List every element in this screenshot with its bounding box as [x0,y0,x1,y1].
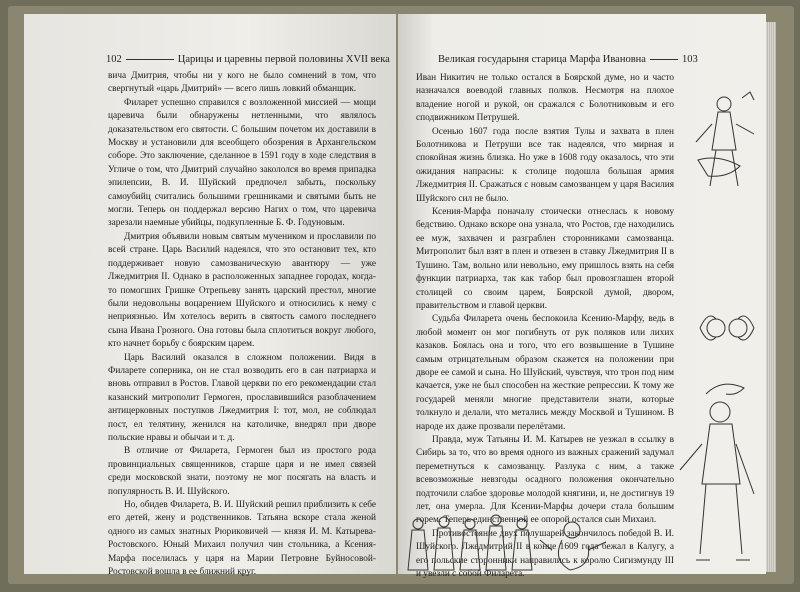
paragraph: Правда, муж Татьяны И. М. Катырев не уезжал в ссылку в Сибирь за то, что во время одного из важных сражений задумал переметнуться к самозванцу. Разлука с ним, а также всевозможные невзгоды осадного положения окончательно подточили слабое здоровье молодой княгини, и, не достигнув 19 лет, она умерла. Для Ксении-Марфы дочери стала большим горем. Теперь единственной ее опорой остался сын Михаил. [416,434,674,526]
left-running-head [106,54,390,65]
margin-illustration-figures [688,90,764,200]
right-page [398,14,766,580]
margin-illustration-cavalier [666,374,766,574]
right-page-number: 103 [681,54,698,65]
paragraph: Судьба Филарета очень беспокоила Ксению-Марфу, ведь в любой момент он мог погибнуть от рук поляков или лихих казаков. Боялась она и того, что его возвышение в Тушине самым отрицательным образом скажется на положении при дворе ее самой и сына. Но Шуйский, чувствуя, что трон под ним качается, уже не был способен на жесткие репрессии. К тому же государей меняли многие представители знати, которые толкнуло и делали, что метались между Москвой и Тушином. В народе их даже прозвали перелётами. [416,314,674,432]
paragraph: Иван Никитич не только остался в Боярской думе, но и часто назначался воеводой главных полков. Несмотря на плохое владение ногой и рукой, он сражался с Болотниковым и его сподвижником Петрушей. [416,73,674,124]
paragraph: Противостояние двух полушарей закончилось победой В. И. Шуйского. Лжедмитрий II в конце 1609 года бежал в Калугу, а его польские сторонники направились к королю Сигизмунду III и увезли с собой Филарета. [416,528,674,580]
right-body-text [416,72,674,581]
right-running-head [438,54,698,65]
left-body-text [108,70,376,579]
paragraph: Но, обидев Филарета, В. И. Шуйский решил приблизить к себе его детей, жену и родственников. Татьяна вскоре стала женой одного из самых знатных Рюриковичей — князя И. М. Катырева-Ростовского. Юный Михаил получил чин стольника, а Ксения-Марфа поселилась у царя на Марии Петровне Буйносовой-Ростовской вошла в ее ближний круг. [108,500,376,578]
right-chapter-title: Великая государыня старица Марфа Ивановна [438,54,646,65]
paragraph: Дмитрия объявили новым святым мучеником и прославили по всей стране. Царь Василий надеялся, что это остановит тех, кто поддерживает новую самозваническую авантюру — уже Лжедмитрия II. Однако в расположенных западнее городах, когда-то помогших Гришке Отрепьеву занять царский престол, многие были недовольны воцарением Шуйского и относились к нему с неприязнью. Им хотелось верить в святость самого последнего сына Ивана Грозного. Она готовы была сплотиться вокруг любого, кто начнет борьбу с боярским царем. [108,231,376,350]
page-edges [766,22,776,572]
paragraph: Царь Василий оказался в сложном положении. Видя в Филарете соперника, он не стал возводить его в сан патриарха и вновь отправил в Ростов. Главой церкви по его рекомендации стал казанский митрополит Гермоген, прославившийся разоблачением антицерковных поступков Лжедмитрия I: тот, мол, не соблюдал пост, ел телятину, женился на католичке, внедрял при дворе польские нравы и обычаи и т. д. [108,352,376,443]
paragraph: Ксения-Марфа поначалу стоически отнеслась к новому бедствию. Однако вскоре она узнала, что Ростов, где находились ее муж, захвачен и разграблен сторонниками самозванца. Митрополит был взят в плен и отвезен в ставку Лжедмитрия II в Тушино. Там, вольно или невольно, ему пришлось взять на себя функции патриарха, так как табор был провозглашен второй столицей со своим царем, Боярской думой, двором, правительством и главой церкви. [416,207,674,311]
left-page [24,14,396,578]
paragraph: Осенью 1607 года после взятия Тулы и захвата в плен Болотникова и Петруши все так надеялся, что мирная и спокойная жизнь близка. Но уже в 1608 году оказалось, что эти ожидания напрасны: к столице подошла большая армия Лжедмитрия II. Сражаться с новым самозванцем у царя Василия Шуйского сил не было. [416,126,674,204]
left-page-number: 102 [106,54,122,65]
paragraph: Филарет успешно справился с возложенной миссией — мощи царевича были обнаружены нетленными, что являлось доказательством его святости. С большим почетом их доставили в Москву и установили для всеобщего обозрения в Архангельском соборе. Это заключение, сделанное в 1591 году в ходе следствия в Угличе о том, что Дмитрий случайно закололся во время припадка эпилепсии, В. И. Шуйский предпочел забыть, поскольку самоубийц считались большими грешниками и святыми быть не могли. Теперь он поддержал версию Нагих о том, что царевича зарезали наемные убийцы, подкупленные Б. Ф. Годуновым. [108,97,376,229]
paragraph: В отличие от Филарета, Гермоген был из простого рода провинциальных священников, старше царя и не имел связей среди московской знати, поэтому не мог посягать на власть и популярность В. И. Шуйского. [108,446,376,497]
margin-illustration-ornament [694,304,760,352]
bottom-illustration-procession [402,510,612,574]
left-chapter-title: Царицы и царевны первой половины XVII века [177,54,390,65]
paragraph: вича Дмитрия, чтобы ни у кого не было сомнений в том, что свергнутый «царь Дмитрий» — всего лишь ловкий обманщик. [108,71,376,95]
